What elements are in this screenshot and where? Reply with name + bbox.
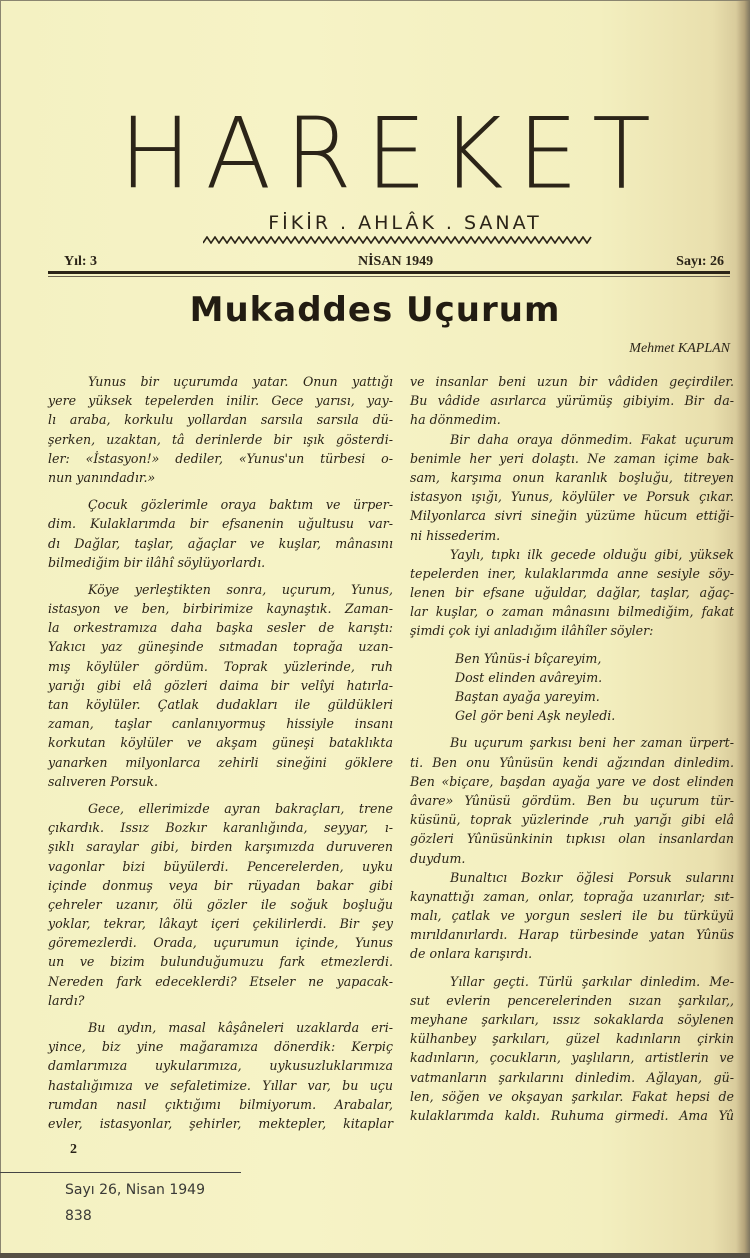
page-binding-shadow — [736, 0, 750, 1258]
text-line: vatmanların şarkılarını dinledim. Ağlayan, gü- — [410, 1069, 734, 1085]
text-line: Ben Yûnüs-i bîçareyim, — [455, 650, 602, 666]
text-line: ler: «İstasyon!» dediler, «Yunus'un türbesi o- — [48, 450, 393, 466]
text-line: hastalığımıza ve sefaletimize. Yıllar var, bu uçu — [48, 1077, 393, 1093]
text-line: la orkestramıza daha başka sesler de karıştı: — [48, 620, 393, 636]
text-line: Baştan ayağa yareyim. — [455, 689, 600, 704]
text-line: yanarken milyonlarca zehirli sineğini göklere — [48, 754, 393, 770]
text-line: içinde donmuş veya bir rüyadan bakar gibi — [48, 877, 393, 893]
text-line: Gel gör beni Aşk neyledi. — [455, 708, 616, 724]
text-line: korkutan köylüler ve akşam güneşi bataklıkta — [48, 735, 393, 751]
text-line: ha dönmedim. — [410, 412, 501, 428]
text-line: Dost elinden avâreyim. — [455, 669, 603, 685]
article-right-column — [410, 372, 734, 1125]
footer-issue-info: Sayı 26, Nisan 1949 — [65, 1182, 205, 1198]
footer-page-number: 838 — [65, 1208, 92, 1224]
text-line: şimdi çok iyi anladığım ilâhîler söyler: — [410, 623, 654, 639]
text-line: sut evlerin pencerelerinden sızan şarkılar,, — [410, 992, 734, 1008]
text-line: tan köylüler. Çatlak dudakları ile güldükleri — [48, 697, 393, 712]
text-line: istasyon ve ben, birbirimize kaynaştık. Zaman- — [48, 601, 393, 617]
page-number: 2 — [70, 1142, 77, 1157]
text-line: de onlara karışırdı. — [410, 946, 533, 962]
text-line: âvare» Yûnüsü gördüm. Ben bu uçurum tür- — [410, 792, 734, 808]
issue-label: Sayı: 26 — [676, 254, 724, 269]
text-line: dim. Kulaklarımda bir efsanenin uğultusu var- — [48, 516, 393, 532]
text-line: göremezlerdi. Orada, uçurumun içinde, Yunus — [48, 935, 393, 951]
text-line: şerken, uzaktan, tâ derinlerde bir ışık gösterdi- — [48, 431, 393, 447]
text-line: Milyonlarca sivri sineğin yüzüme hücum ettiği- — [410, 508, 734, 524]
text-line: malı, çatlak ve yorgun sesleri ile bu türküyü — [410, 908, 734, 924]
masthead-title: HAREKET — [119, 96, 665, 212]
text-line: Yunus bir uçurumda yatar. Onun yattığı — [88, 374, 393, 389]
text-line: duydum. — [410, 850, 466, 866]
text-line: yoklar, tekrar, lâkayt içeri çekilirlerdi. Bir şey — [48, 916, 393, 932]
text-line: Bu vâdide asırlarca yürümüş gibiyim. Bir da- — [410, 393, 734, 409]
masthead — [96, 96, 688, 212]
text-line: Köye yerleştikten sonra, uçurum, Yunus, — [88, 581, 393, 597]
article-author: Mehmet KAPLAN — [629, 341, 730, 356]
text-line: lar kuşlar, o zaman mânasını bilmediğim, fakat — [410, 604, 734, 620]
text-line: nun yanındadır.» — [48, 469, 156, 485]
masthead-tagline: FİKİR . AHLÂK . SANAT — [268, 212, 542, 234]
text-line: evler, istasyonlar, şehirler, mektepler, kitaplar — [48, 1115, 393, 1131]
text-line: yarığı gibi elâ gözleri daima bir velîyi hatırla- — [48, 677, 393, 693]
text-line: kaynattığı zaman, onlar, toprağa uzanırlar; sıt- — [410, 888, 734, 904]
text-line: len, söğen ve okşayan şarkılar. Fakat hepsi de — [410, 1088, 734, 1104]
text-line: tepelerden iner, kulaklarımda anne sesiyle söy- — [410, 565, 734, 581]
text-line: çehreler uzanır, ölü gözler ile soğuk boşluğu — [48, 896, 393, 912]
text-line: yere yüksek tepelerden inilir. Gece yarısı, yay- — [48, 393, 393, 409]
text-line: Ben «biçare, başdan ayağa yare ve dost elinden — [410, 773, 734, 789]
text-line: Yıllar geçti. Türlü şarkılar dinledim. Me- — [450, 973, 734, 989]
text-line: Çocuk gözlerimle oraya baktım ve ürper- — [88, 497, 393, 513]
text-line: meyhane şarkıları, ıssız sokaklarda söylenen — [410, 1012, 734, 1027]
text-line: salıveren Porsuk. — [48, 773, 158, 789]
text-line: mış köylüler gördüm. Toprak yüzlerinde, ruh — [48, 658, 393, 674]
header-rule-thick — [48, 271, 730, 274]
year-label: Yıl: 3 — [64, 254, 98, 269]
zigzag-ornament — [203, 236, 593, 244]
text-line: Bu uçurum şarkısı beni her zaman ürpert- — [450, 735, 734, 751]
date-label: NİSAN 1949 — [358, 254, 434, 269]
text-line: ve insanlar beni uzun bir vâdiden geçirdiler. — [410, 374, 734, 389]
text-line: şıklı saraylar gibi, birden karşımızda duruveren — [48, 839, 393, 855]
text-line: vagonlar bizi büyülerdi. Pencerelerden, uyku — [48, 858, 393, 874]
text-line: un ve bizim bulunduğumuzu fark etmezlerdi. — [48, 954, 393, 970]
text-line: Yaylı, tıpkı ilk gecede olduğu gibi, yüksek — [450, 546, 734, 562]
text-line: benimle her yeri dolaştı. Ne zaman içime bak- — [410, 450, 734, 466]
article-left-column — [48, 372, 393, 1133]
text-line: yince, biz yine mağaramıza dönerdik: Kerpiç — [48, 1039, 393, 1055]
text-line: külhanbey şarkıları, güzel kadınların çirkin — [410, 1031, 734, 1047]
text-line: Bir daha oraya dönmedim. Fakat uçurum — [450, 431, 734, 447]
text-line: sam, karşıma onun karanlık boşluğu, titreyen — [410, 469, 734, 485]
text-line: gözleri Yûnüsünkinin tıpkısı olan insanlardan — [410, 831, 734, 847]
text-line: Nereden fark edeceklerdi? Etseler ne yapacak- — [48, 973, 393, 989]
text-line: istasyon ışığı, Yunus, köylüler ve Porsuk çıkar. — [410, 489, 734, 505]
text-line: dı Dağlar, taşlar, ağaçlar ve kuşlar, mânasını — [48, 535, 393, 551]
text-line: ni hissederim. — [410, 527, 501, 543]
text-line: zaman, taşlar canlanıyormuş hissiyle insanı — [48, 716, 393, 732]
text-line: Bunaltıcı Bozkır öğlesi Porsuk sularını — [450, 869, 734, 885]
text-line: bilmediğim bir ilâhî söylüyorlardı. — [48, 554, 266, 570]
header-rule-thin — [48, 276, 730, 277]
text-line: Gece, ellerimizde ayran bakraçları, trene — [88, 800, 393, 816]
bottom-edge — [0, 1253, 750, 1258]
text-line: ti. Ben onu Yûnüsün kendi ağzından dinledim. — [410, 754, 734, 770]
text-line: Bu aydın, masal kâşâneleri uzaklarda eri- — [88, 1020, 393, 1035]
text-line: çıkardık. Issız Bozkır karanlığında, seyyar, ı- — [48, 820, 393, 836]
text-line: mırıldanırlardı. Harap türbesinde yatan Yûnüs — [410, 927, 734, 943]
text-line: lı araba, korkulu yollardan sarsıla sarsıla dü- — [48, 412, 393, 428]
text-line: kulaklarımda kaldı. Ruhuma girmedi. Ama Yû — [410, 1107, 734, 1123]
footer-rule — [0, 1172, 241, 1173]
text-line: lardı? — [48, 992, 85, 1008]
text-line: rumdan nasıl çıktığımı bilmiyorum. Arabalar, — [48, 1096, 393, 1112]
text-line: küsünü, toprak yüzlerinde ,ruh yarığı gibi elâ — [410, 812, 734, 828]
text-line: kadınların, çocukların, yaşlıların, artistlerin ve — [410, 1050, 734, 1066]
text-line: lenen bir efsane uğuldar, dağlar, taşlar, ağaç- — [410, 585, 734, 601]
text-line: damlarımıza uykularımıza, uykusuzluklarımıza — [48, 1058, 393, 1074]
article-title: Mukaddes Uçurum — [189, 290, 561, 330]
text-line: Yakıcı yaz güneşinde sıtmadan toprağa uzan- — [48, 639, 393, 655]
